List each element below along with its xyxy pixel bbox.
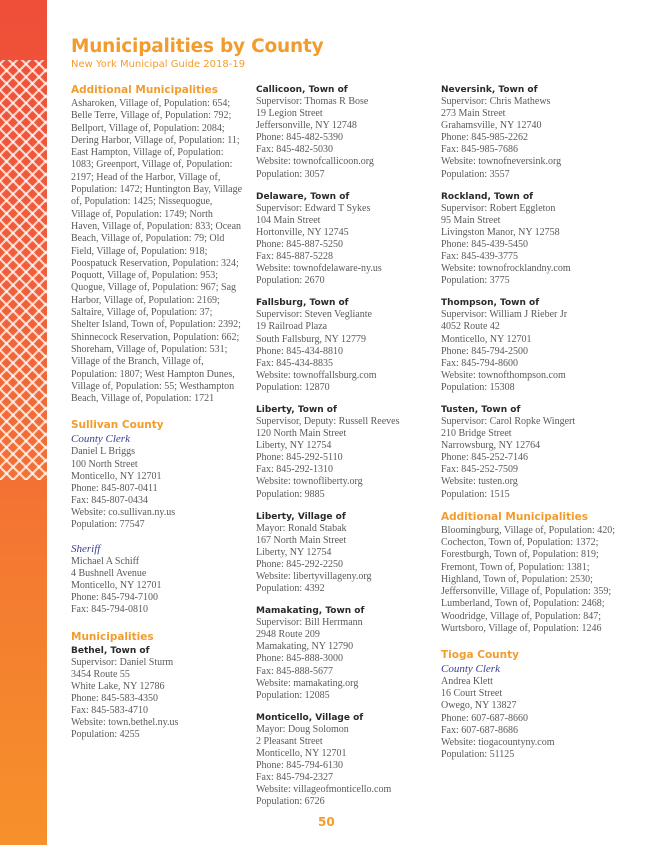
contact-line: 4 Bushnell Avenue xyxy=(71,568,147,580)
sheriff-contact xyxy=(71,556,243,616)
contact-line: Jeffersonville, NY 12748 xyxy=(256,120,357,132)
contact-line: Website: townofliberty.org xyxy=(256,476,363,488)
contact-line: Population: 6726 xyxy=(256,796,325,808)
municipality-name: Fallsburg, Town of xyxy=(256,298,349,309)
contact-line: Supervisor: Thomas R Bose xyxy=(256,96,369,107)
contact-line: South Fallsburg, NY 12779 xyxy=(256,333,367,345)
contact-line: Fax: 845-985-7686 xyxy=(441,144,518,156)
municipality-name: Liberty, Town of xyxy=(256,404,337,415)
decorative-sidebar xyxy=(0,0,47,845)
contact-line: Mamakating, NY 12790 xyxy=(256,641,354,653)
contact-line: Population: 51125 xyxy=(441,748,515,760)
column-1 xyxy=(71,84,243,751)
municipality-entry xyxy=(441,297,621,394)
municipality-entry xyxy=(441,84,621,181)
municipality-entry xyxy=(441,404,621,501)
section-heading: Additional Municipalities xyxy=(71,84,219,96)
contact-line: Supervisor: William J Rieber Jr xyxy=(441,309,568,321)
contact-line: Daniel L Briggs xyxy=(71,446,136,458)
contact-line: 100 North Street xyxy=(71,458,138,470)
lattice-line xyxy=(0,30,47,77)
additional-municipalities-text: Asharoken, Village of, Population: 654; Belle Terre, Village of, Population: 792; Bellport, Village of, Population: 2084; Dering Harbor, Village of, Population: 11; East Hampton, Village of, Population: 1083; Greenport, Village of, Population: 2197; Head of the Harbor, Village of, Population: 1472; Huntington Bay, Village of, Population: 1425; Nissequogue, Village of, Population: 1749; North Haven, Village of, Population: 833; Ocean Beach, Village of, Population: 79; Old Field, Village of, Population: 918; Poospatuck Reservation, Population: 324; Poquott, Village of, Population: 953; Quogue, Village of, Population: 967; Sag Harbor, Village of, Population: 2169; Saltaire, Village of, Population: 37; Shelter Island, Town of, Population: 2392; Shinnecock Reservation, Population: 662; Shoreham, Village of, Population: 531; Village of the Branch, Village of, Population: 1807; West Hampton Dunes, Village of, Population: 55; Westhampton Beach, Village of, Population: 1721 xyxy=(71,98,243,405)
page-number: 50 xyxy=(318,815,335,829)
municipality-entry xyxy=(71,645,243,742)
contact-line: Population: 12085 xyxy=(256,689,330,701)
contact-line: Fax: 845-482-5030 xyxy=(256,144,333,156)
column-2 xyxy=(256,84,431,819)
contact-line: Phone: 845-794-2500 xyxy=(441,345,528,357)
contact-line: Phone: 845-888-3000 xyxy=(256,653,343,665)
contact-line: 104 Main Street xyxy=(256,214,321,226)
municipality-entry xyxy=(256,297,431,394)
contact-line: Grahamsville, NY 12740 xyxy=(441,120,542,132)
lattice-line xyxy=(0,12,47,59)
lattice-line xyxy=(0,485,47,532)
municipality-entry xyxy=(256,511,431,596)
municipality-entry xyxy=(256,605,431,702)
municipality-entry xyxy=(441,191,621,288)
municipality-name: Rockland, Town of xyxy=(441,191,534,202)
contact-line: Michael A Schiff xyxy=(71,556,140,568)
contact-line: Phone: 845-439-5450 xyxy=(441,238,528,250)
additional-municipalities-text: Bloomingburg, Village of, Population: 420; Cochecton, Town of, Population: 1372; Forestburgh, Town of, Population: 819; Fremont, Town of, Population: 1381; Highland, Town of, Population: 2530; Jeffersonville, Village of, Population: 359; Lumberland, Town of, Population: 2468; Woodridge, Village of, Population: 847; Wurtsboro, Village of, Population: 1246 xyxy=(441,524,616,634)
contact-line: 3454 Route 55 xyxy=(71,668,130,680)
role-label: Sheriff xyxy=(71,543,101,556)
contact-line: Population: 2670 xyxy=(256,275,325,287)
contact-line: Liberty, NY 12754 xyxy=(256,546,332,558)
contact-line: Narrowsburg, NY 12764 xyxy=(441,440,541,452)
contact-line: Supervisor: Robert Eggleton xyxy=(441,202,556,214)
contact-line: Fax: 845-794-2327 xyxy=(256,772,333,784)
municipalities-section xyxy=(71,631,243,742)
contact-line: Population: 4255 xyxy=(71,729,140,741)
contact-line: Fax: 845-292-1310 xyxy=(256,464,333,476)
section-heading: Municipalities xyxy=(71,630,154,643)
contact-line: 4052 Route 42 xyxy=(441,321,500,333)
contact-line: Supervisor, Deputy: Russell Reeves xyxy=(256,415,400,427)
contact-line: 2 Pleasant Street xyxy=(256,735,323,747)
contact-line: Phone: 845-807-0411 xyxy=(71,482,158,494)
contact-line: Population: 1515 xyxy=(441,488,510,500)
tioga-county-section xyxy=(441,649,621,761)
contact-line: Phone: 845-292-2250 xyxy=(256,558,343,570)
contact-line: Phone: 845-482-5390 xyxy=(256,132,343,144)
contact-line: Hortonville, NY 12745 xyxy=(256,226,349,238)
municipality-name: Thompson, Town of xyxy=(441,298,540,309)
contact-line: Website: townofthompson.com xyxy=(441,369,566,381)
contact-line: Liberty, NY 12754 xyxy=(256,440,332,452)
contact-line: Phone: 845-292-5110 xyxy=(256,452,343,464)
lattice-line xyxy=(0,0,47,33)
page-title: Municipalities by County xyxy=(71,36,324,57)
contact-line: Website: mamakating.org xyxy=(256,677,359,689)
contact-line: Supervisor: Bill Herrmann xyxy=(256,617,363,629)
municipality-name: Delaware, Town of xyxy=(256,191,350,202)
contact-line: 2948 Route 209 xyxy=(256,629,320,641)
contact-line: White Lake, NY 12786 xyxy=(71,680,165,692)
role-label: County Clerk xyxy=(441,663,500,676)
contact-line: Population: 3775 xyxy=(441,275,510,287)
contact-line: Phone: 845-252-7146 xyxy=(441,452,528,464)
contact-line: Owego, NY 13827 xyxy=(441,700,517,712)
lattice-line xyxy=(0,532,47,579)
lattice-line xyxy=(0,545,47,592)
contact-line: Fax: 845-888-5677 xyxy=(256,665,333,677)
contact-line: Monticello, NY 12701 xyxy=(441,333,532,345)
contact-line: Fax: 845-252-7509 xyxy=(441,464,518,476)
contact-line: Website: townofrocklandny.com xyxy=(441,263,571,275)
contact-line: 95 Main Street xyxy=(441,214,501,226)
contact-line: Population: 9885 xyxy=(256,488,325,500)
lattice-line xyxy=(0,519,47,566)
contact-line: Website: townofcallicoon.org xyxy=(256,156,374,168)
lattice-line xyxy=(0,0,47,46)
contact-line: Website: tusten.org xyxy=(441,476,518,488)
contact-line: Mayor: Ronald Stabak xyxy=(256,522,347,534)
lattice-line xyxy=(0,0,47,20)
contact-line: Population: 77547 xyxy=(71,518,145,530)
contact-line: Fax: 845-434-8835 xyxy=(256,357,333,369)
contact-line: Supervisor: Steven Vegliante xyxy=(256,309,372,321)
contact-line: Fax: 607-687-8686 xyxy=(441,724,518,736)
contact-line: Phone: 845-794-7100 xyxy=(71,592,158,604)
municipality-name: Callicoon, Town of xyxy=(256,85,348,95)
contact-line: Population: 15308 xyxy=(441,381,515,393)
contact-line: Fax: 845-794-0810 xyxy=(71,604,148,616)
municipality-entry xyxy=(256,404,431,501)
contact-line: Supervisor: Chris Mathews xyxy=(441,96,551,107)
contact-line: 19 Legion Street xyxy=(256,108,323,120)
contact-line: Livingston Manor, NY 12758 xyxy=(441,226,560,238)
contact-line: Population: 12870 xyxy=(256,381,330,393)
contact-line: 210 Bridge Street xyxy=(441,428,512,440)
municipality-name: Liberty, Village of xyxy=(256,511,346,522)
contact-line: Monticello, NY 12701 xyxy=(71,580,162,592)
additional-municipalities-section xyxy=(441,511,621,636)
contact-line: Fax: 845-583-4710 xyxy=(71,704,148,716)
contact-line: Phone: 845-434-8810 xyxy=(256,345,343,357)
lattice-line xyxy=(0,498,47,545)
page-subtitle: New York Municipal Guide 2018-19 xyxy=(71,59,246,70)
lattice-line xyxy=(0,480,47,527)
municipality-name: Tusten, Town of xyxy=(441,404,521,415)
contact-line: Supervisor: Edward T Sykes xyxy=(256,202,371,214)
lattice-line xyxy=(0,558,47,605)
contact-line: Website: libertyvillageny.org xyxy=(256,571,372,582)
contact-line: Population: 3057 xyxy=(256,168,325,180)
contact-line: Fax: 845-794-8600 xyxy=(441,357,518,369)
contact-line: Mayor: Doug Solomon xyxy=(256,723,349,735)
municipality-name: Neversink, Town of xyxy=(441,85,538,95)
contact-line: Monticello, NY 12701 xyxy=(71,470,162,482)
contact-line: Monticello, NY 12701 xyxy=(256,748,347,760)
contact-line: Fax: 845-807-0434 xyxy=(71,494,148,506)
municipality-name: Mamakating, Town of xyxy=(256,606,365,617)
county-heading: Tioga County xyxy=(441,649,519,662)
contact-line: Website: tiogacountyny.com xyxy=(441,736,555,748)
municipality-name: Bethel, Town of xyxy=(71,645,150,656)
contact-line: 167 North Main Street xyxy=(256,534,347,546)
contact-line: Supervisor: Daniel Sturm xyxy=(71,656,174,668)
contact-line: Fax: 845-887-5228 xyxy=(256,251,333,263)
lattice-line xyxy=(0,4,47,51)
lattice-line xyxy=(0,0,47,25)
additional-municipalities-section xyxy=(71,84,243,405)
municipality-entry xyxy=(256,712,431,809)
contact-line: Phone: 845-583-4350 xyxy=(71,692,158,704)
contact-line: Website: townofneversink.org xyxy=(441,156,562,168)
contact-line: Fax: 845-439-3775 xyxy=(441,251,518,263)
contact-line: 273 Main Street xyxy=(441,108,506,120)
lattice-line xyxy=(0,0,47,7)
contact-line: 120 North Main Street xyxy=(256,428,347,440)
lattice-line xyxy=(0,506,47,553)
contact-line: 16 Court Street xyxy=(441,688,503,700)
municipality-entry xyxy=(256,84,431,181)
contact-line: Website: co.sullivan.ny.us xyxy=(71,506,176,518)
contact-line: Website: villageofmonticello.com xyxy=(256,784,392,796)
lattice-line xyxy=(0,0,47,38)
contact-line: Population: 4392 xyxy=(256,583,325,595)
contact-line: Website: townofdelaware-ny.us xyxy=(256,263,382,275)
lattice-line xyxy=(0,511,47,558)
role-label: County Clerk xyxy=(71,433,130,446)
column-3 xyxy=(441,84,621,761)
contact-line: Website: town.bethel.ny.us xyxy=(71,717,179,729)
section-heading: Additional Municipalities xyxy=(441,510,589,523)
sullivan-county-section xyxy=(71,419,243,616)
lattice-line xyxy=(0,0,47,12)
contact-line: Supervisor: Carol Ropke Wingert xyxy=(441,415,576,427)
lattice-line xyxy=(0,17,47,64)
municipality-entry xyxy=(256,191,431,288)
contact-line: Website: townoffallsburg.com xyxy=(256,369,377,381)
contact-line: Phone: 845-985-2262 xyxy=(441,132,528,144)
county-heading: Sullivan County xyxy=(71,419,164,432)
contact-line: Phone: 845-794-6130 xyxy=(256,760,343,772)
contact-line: 19 Railroad Plaza xyxy=(256,321,328,333)
lattice-pattern xyxy=(0,0,47,845)
contact-line: Population: 3557 xyxy=(441,168,510,180)
contact-line: Phone: 607-687-8660 xyxy=(441,712,528,724)
contact-line: Phone: 845-887-5250 xyxy=(256,238,343,250)
contact-line: Andrea Klett xyxy=(441,676,493,688)
municipality-name: Monticello, Village of xyxy=(256,712,364,723)
lattice-line xyxy=(0,493,47,540)
clerk-contact xyxy=(71,446,243,531)
